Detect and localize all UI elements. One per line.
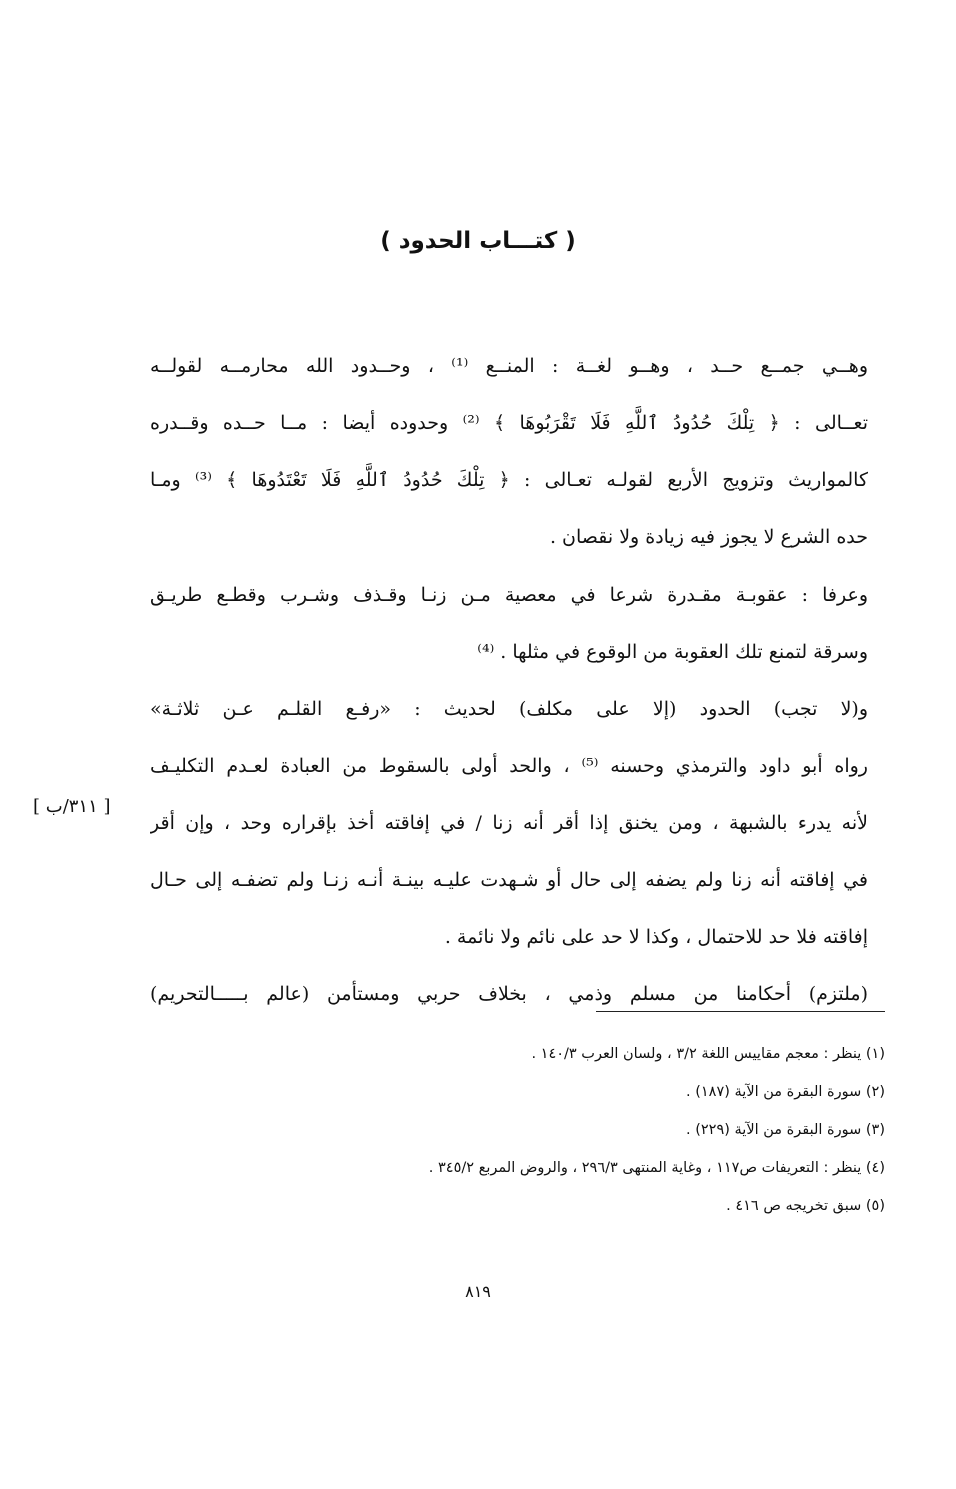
text-line-3: كالمواريث وتزويج الأربع لقولـه تعـالى : ﴿ تِلْكَ حُدُودُ ٱللَّهِ فَلَا تَعْتَدُوهَا ﴾ ⁽³⁾ ومـا (150, 469, 868, 491)
footnote-4: (٤) ينظر : التعريفات ص١١٧ ، وغاية المنتهى ٢٩٦/٣ ، والروض المربع ٣٤٥/٢ . (428, 1160, 885, 1176)
chapter-title: ( كتـــاب الحدود ) (380, 228, 576, 254)
text-line-10: في إفاقته أنه زنا ولم يضفه إلى حال أو شـهدت عليـه بينـة أنـه زنـا ولم تضفـه إلى حـال (150, 869, 868, 891)
text-line-4: حده الشرع لا يجوز فيه زيادة ولا نقصان . (549, 526, 868, 548)
text-line-9: لأنه يدرء بالشبهة ، ومن يخنق إذا أقر أنه زنا / في إفاقته أخذ بإقراره وحد ، وإن أقر (150, 812, 868, 834)
main-text (150, 338, 868, 1023)
text-line-12: (ملتزم) أحكامنا من مسلم وذمي ، بخلاف حربي ومستأمن (عالم بـــــالتحريم) (150, 983, 868, 1005)
footnote-1: (١) ينظر : معجم مقاييس اللغة ٣/٢ ، ولسان العرب ١٤٠/٣ . (531, 1046, 885, 1062)
manuscript-folio-marker: [ ٣١١/ب ] (33, 796, 111, 817)
text-line-1: وهــي جمــع حــد ، وهــو لغــة : المنــع ⁽¹⁾ ، وحــدود الله محارمــه لقولــه (150, 355, 868, 377)
text-line-8: رواه أبو داود والترمذي وحسنه ⁽⁵⁾ ، والحد أولى بالسقوط من العبادة لعـدم التكليـف (150, 755, 868, 777)
footnote-2: (٢) سورة البقرة من الآية (١٨٧) . (686, 1084, 885, 1100)
text-line-11: إفاقته فلا حد للاحتمال ، وكذا لا حد على نائم ولا نائمة . (444, 926, 868, 948)
text-line-2: تعــالى : ﴿ تِلْكَ حُدُودُ ٱللَّهِ فَلَا تَقْرَبُوهَا ﴾ ⁽²⁾ وحدوده أيضا : مــا حــده وقــدره (150, 412, 868, 434)
text-line-5: وعرفا : عقوبـة مقـدرة شرعا في معصية مـن زنـا وقـذف وشـرب وقطـع طريـق (150, 584, 868, 606)
footnote-3: (٣) سورة البقرة من الآية (٢٢٩) . (686, 1122, 885, 1138)
text-line-7: و(لا تجب) الحدود (إلا على مكلف) لحديث : «رفـع القلـم عـن ثلاثـة» (150, 698, 868, 720)
footnotes (150, 1040, 885, 1230)
footnote-separator (596, 1011, 885, 1012)
page-number: ٨١٩ (465, 1282, 491, 1301)
footnote-5: (٥) سبق تخريجه ص ٤١٦ . (726, 1198, 885, 1214)
text-line-6: وسرقة لتمنع تلك العقوبة من الوقوع في مثلها . ⁽⁴⁾ (477, 641, 868, 663)
